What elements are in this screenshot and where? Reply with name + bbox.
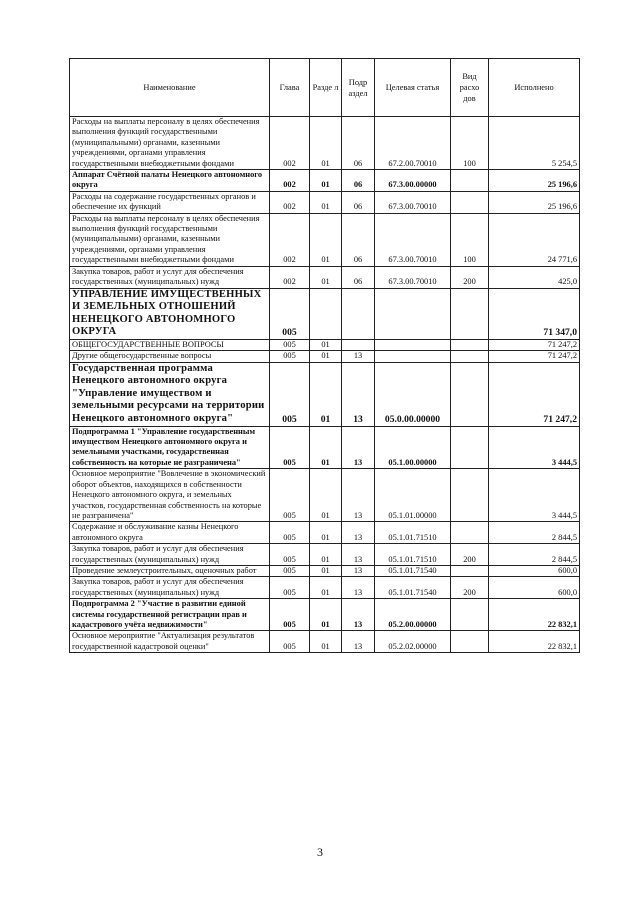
- row-podrazdel: 06: [342, 170, 375, 192]
- row-target: 05.2.00.00000: [375, 599, 451, 631]
- row-executed: 5 254,5: [489, 117, 580, 170]
- row-target: 05.1.01.71540: [375, 577, 451, 599]
- row-glava: 005: [270, 362, 310, 426]
- row-podrazdel: 06: [342, 191, 375, 213]
- row-vid: [451, 522, 489, 544]
- row-executed: 22 832,1: [489, 631, 580, 653]
- row-razdel: 01: [310, 426, 342, 469]
- row-name: ОБЩЕГОСУДАРСТВЕННЫЕ ВОПРОСЫ: [70, 339, 270, 350]
- table-row: [70, 339, 580, 350]
- row-razdel: 01: [310, 213, 342, 266]
- row-name: Подпрограмма 1 "Управление государственным имуществом Ненецкого автономного округа и земельными участками, государственная собственность на которые не разграничена": [70, 426, 270, 469]
- row-target: 05.1.01.71510: [375, 522, 451, 544]
- row-name: УПРАВЛЕНИЕ ИМУЩЕСТВЕННЫХ И ЗЕМЕЛЬНЫХ ОТНОШЕНИЙ НЕНЕЦКОГО АВТОНОМНОГО ОКРУГА: [70, 288, 270, 339]
- row-vid: [451, 288, 489, 339]
- row-glava: 005: [270, 288, 310, 339]
- table-row: [70, 362, 580, 426]
- table-row: [70, 565, 580, 576]
- row-executed: 600,0: [489, 577, 580, 599]
- row-glava: 005: [270, 339, 310, 350]
- row-vid: 100: [451, 213, 489, 266]
- table-row: [70, 426, 580, 469]
- header-executed: Исполнено: [489, 59, 580, 117]
- row-vid: [451, 170, 489, 192]
- row-vid: [451, 631, 489, 653]
- row-name: Закупка товаров, работ и услуг для обеспечения государственных (муниципальных) нужд: [70, 577, 270, 599]
- row-name: Расходы на выплаты персоналу в целях обеспечения выполнения функций государственными (муниципальными) органами, казенными учреждениями, органами управления государственными внебюджетными фондами: [70, 117, 270, 170]
- row-razdel: 01: [310, 191, 342, 213]
- row-podrazdel: [342, 339, 375, 350]
- row-glava: 005: [270, 565, 310, 576]
- budget-execution-table: [69, 58, 580, 653]
- row-razdel: 01: [310, 522, 342, 544]
- row-target: [375, 339, 451, 350]
- row-executed: 71 347,0: [489, 288, 580, 339]
- row-executed: 22 832,1: [489, 599, 580, 631]
- table-row: [70, 213, 580, 266]
- row-podrazdel: [342, 288, 375, 339]
- row-glava: 002: [270, 213, 310, 266]
- table-row: [70, 266, 580, 288]
- row-vid: [451, 599, 489, 631]
- table-row: [70, 599, 580, 631]
- row-target: 67.2.00.70010: [375, 117, 451, 170]
- row-vid: 200: [451, 544, 489, 566]
- row-name: Подпрограмма 2 "Участие в развитии единой системы государственной регистрации прав и кадастрового учёта недвижимости": [70, 599, 270, 631]
- table-header-row: [70, 59, 580, 117]
- row-podrazdel: 13: [342, 565, 375, 576]
- row-podrazdel: 13: [342, 426, 375, 469]
- row-podrazdel: 06: [342, 266, 375, 288]
- row-razdel: 01: [310, 117, 342, 170]
- row-name: Основное мероприятие "Актуализация результатов государственной кадастровой оценки": [70, 631, 270, 653]
- row-name: Проведение землеустроительных, оценочных работ: [70, 565, 270, 576]
- row-vid: [451, 362, 489, 426]
- row-podrazdel: 13: [342, 351, 375, 362]
- row-vid: [451, 565, 489, 576]
- header-name: Наименование: [70, 59, 270, 117]
- row-target: 05.1.01.71510: [375, 544, 451, 566]
- row-vid: [451, 351, 489, 362]
- row-glava: 002: [270, 191, 310, 213]
- row-podrazdel: 13: [342, 599, 375, 631]
- row-name: Аппарат Счётной палаты Ненецкого автономного округа: [70, 170, 270, 192]
- row-executed: 2 844,5: [489, 544, 580, 566]
- row-name: Закупка товаров, работ и услуг для обеспечения государственных (муниципальных) нужд: [70, 266, 270, 288]
- table-row: [70, 522, 580, 544]
- row-razdel: 01: [310, 351, 342, 362]
- row-executed: 3 444,5: [489, 426, 580, 469]
- page-number: 3: [317, 845, 323, 859]
- row-glava: 005: [270, 351, 310, 362]
- row-podrazdel: 13: [342, 577, 375, 599]
- row-razdel: [310, 288, 342, 339]
- row-name: Содержание и обслуживание казны Ненецкого автономного округа: [70, 522, 270, 544]
- row-target: [375, 351, 451, 362]
- row-glava: 002: [270, 266, 310, 288]
- row-razdel: 01: [310, 577, 342, 599]
- row-razdel: 01: [310, 339, 342, 350]
- row-vid: [451, 469, 489, 522]
- row-podrazdel: 06: [342, 213, 375, 266]
- row-executed: 425,0: [489, 266, 580, 288]
- row-executed: 600,0: [489, 565, 580, 576]
- row-executed: 71 247,2: [489, 362, 580, 426]
- header-podrazdel: Подр аздел: [342, 59, 375, 117]
- row-razdel: 01: [310, 170, 342, 192]
- row-razdel: 01: [310, 565, 342, 576]
- table-row: [70, 469, 580, 522]
- row-vid: 200: [451, 266, 489, 288]
- table-row: [70, 544, 580, 566]
- row-executed: 2 844,5: [489, 522, 580, 544]
- row-target: [375, 288, 451, 339]
- row-podrazdel: 13: [342, 544, 375, 566]
- row-target: 05.0.00.00000: [375, 362, 451, 426]
- row-glava: 005: [270, 631, 310, 653]
- row-executed: 3 444,5: [489, 469, 580, 522]
- row-glava: 005: [270, 577, 310, 599]
- row-target: 05.1.00.00000: [375, 426, 451, 469]
- row-podrazdel: 06: [342, 117, 375, 170]
- row-executed: 25 196,6: [489, 191, 580, 213]
- row-target: 05.1.01.71540: [375, 565, 451, 576]
- table-row: [70, 170, 580, 192]
- row-glava: 002: [270, 170, 310, 192]
- row-target: 67.3.00.70010: [375, 266, 451, 288]
- row-executed: 71 247,2: [489, 339, 580, 350]
- row-glava: 005: [270, 469, 310, 522]
- row-target: 67.3.00.00000: [375, 170, 451, 192]
- row-glava: 005: [270, 544, 310, 566]
- row-podrazdel: 13: [342, 522, 375, 544]
- header-expense-type: Вид расхо дов: [451, 59, 489, 117]
- row-vid: [451, 191, 489, 213]
- header-razdel: Разде л: [310, 59, 342, 117]
- row-name: Расходы на содержание государственных органов и обеспечение их функций: [70, 191, 270, 213]
- row-vid: 100: [451, 117, 489, 170]
- row-vid: 200: [451, 577, 489, 599]
- row-name: Закупка товаров, работ и услуг для обеспечения государственных (муниципальных) нужд: [70, 544, 270, 566]
- row-glava: 005: [270, 522, 310, 544]
- row-name: Расходы на выплаты персоналу в целях обеспечения выполнения функций государственными (муниципальными) органами, казенными учреждениями, органами управления государственными внебюджетными фондами: [70, 213, 270, 266]
- table-row: [70, 288, 580, 339]
- row-razdel: 01: [310, 631, 342, 653]
- row-executed: 71 247,2: [489, 351, 580, 362]
- table-row: [70, 351, 580, 362]
- row-target: 67.3.00.70010: [375, 213, 451, 266]
- row-executed: 25 196,6: [489, 170, 580, 192]
- row-name: Государственная программа Ненецкого автономного округа "Управление имуществом и земельными ресурсами на территории Ненецкого автономного округа": [70, 362, 270, 426]
- row-glava: 005: [270, 426, 310, 469]
- row-razdel: 01: [310, 266, 342, 288]
- row-podrazdel: 13: [342, 362, 375, 426]
- row-podrazdel: 13: [342, 631, 375, 653]
- row-name: Основное мероприятие "Вовлечение в экономический оборот объектов, находящихся в собственности Ненецкого автономного округа, и земельных участков, государственная собственность на которые не разграничена": [70, 469, 270, 522]
- row-glava: 002: [270, 117, 310, 170]
- row-executed: 24 771,6: [489, 213, 580, 266]
- row-target: 05.1.01.00000: [375, 469, 451, 522]
- row-vid: [451, 426, 489, 469]
- header-target-article: Целевая статья: [375, 59, 451, 117]
- table-row: [70, 117, 580, 170]
- row-razdel: 01: [310, 469, 342, 522]
- table-row: [70, 191, 580, 213]
- table-row: [70, 631, 580, 653]
- row-vid: [451, 339, 489, 350]
- table-row: [70, 577, 580, 599]
- row-podrazdel: 13: [342, 469, 375, 522]
- row-target: 67.3.00.70010: [375, 191, 451, 213]
- row-razdel: 01: [310, 362, 342, 426]
- row-razdel: 01: [310, 544, 342, 566]
- row-target: 05.2.02.00000: [375, 631, 451, 653]
- row-name: Другие общегосударственные вопросы: [70, 351, 270, 362]
- header-glava: Глава: [270, 59, 310, 117]
- row-razdel: 01: [310, 599, 342, 631]
- row-glava: 005: [270, 599, 310, 631]
